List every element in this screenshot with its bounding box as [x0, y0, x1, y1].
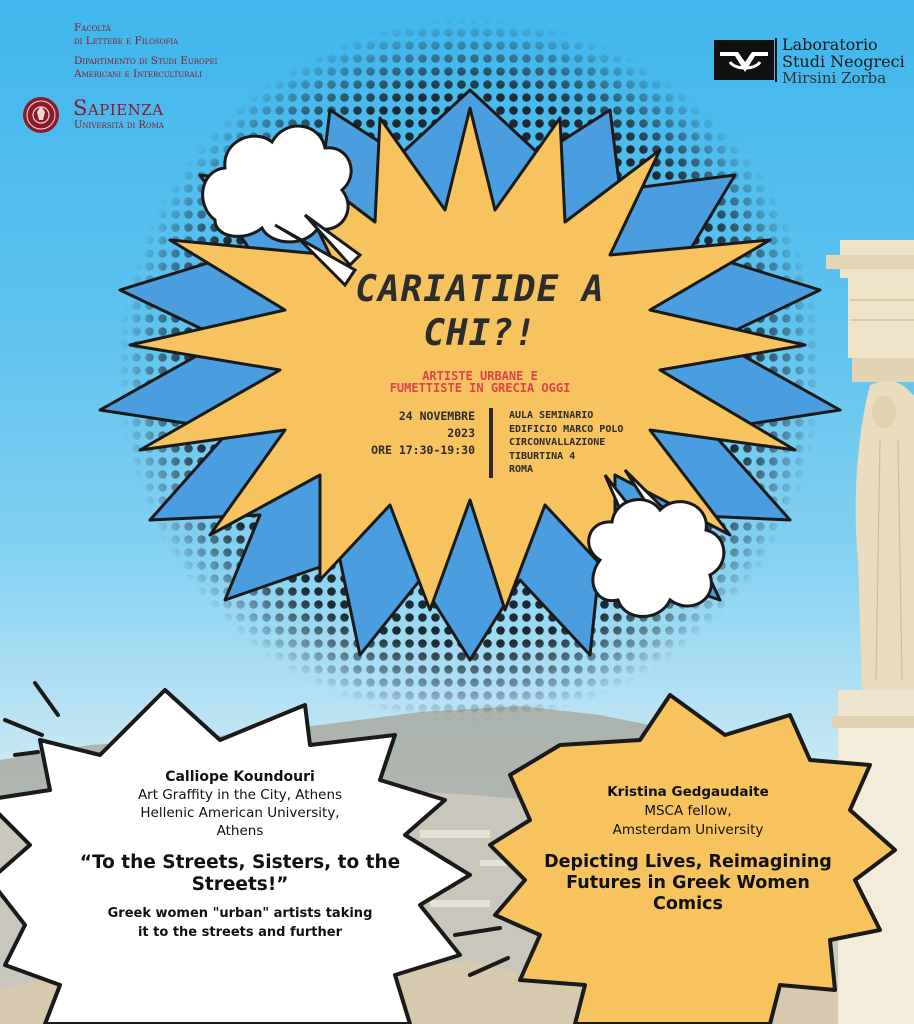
department-line-2: Americani e Interculturali — [74, 67, 202, 80]
speaker-1-talk-line-1: “To the Streets, Sisters, to the — [79, 852, 401, 873]
sapienza-seal-icon — [23, 97, 59, 133]
sapienza-subname: Università di Roma — [74, 120, 164, 131]
event-place-line-1: AULA SEMINARIO — [509, 410, 594, 421]
university-header — [74, 22, 217, 80]
event-subtitle-line-1: ARTISTE URBANE E — [422, 369, 538, 383]
event-place-line-4: TIBURTINA 4 — [509, 450, 576, 462]
event-title — [300, 268, 660, 356]
event-subtitle — [330, 370, 630, 394]
speaker-1-desc-line-2: it to the streets and further — [137, 925, 343, 940]
event-title-line-1: CARIATIDE A — [355, 269, 605, 310]
event-title-line-2: CHI?! — [423, 313, 537, 354]
event-subtitle-line-2: FUMETTISTE IN GRECIA OGGI — [389, 381, 571, 395]
lab-header — [782, 36, 905, 87]
speaker-1-desc-line-1: Greek women "urban" artists taking — [107, 906, 373, 921]
speaker-1-affil-3: Athens — [216, 823, 264, 839]
department-line-1: Dipartimento di Studi Europei — [74, 55, 218, 67]
event-date-line-1: 24 NOVEMBRE — [398, 409, 475, 423]
speaker-1-talk-line-2: Streets!” — [191, 874, 289, 895]
sapienza-name: Sapienza — [73, 96, 164, 120]
lab-line-1: Laboratorio — [782, 35, 878, 54]
speaker-1-affil-2: Hellenic American University, — [140, 805, 340, 821]
faculty-line-2: di Lettere e Filosofia — [74, 34, 179, 47]
speaker-2-talk — [538, 852, 838, 915]
event-place — [509, 409, 679, 477]
speaker-1-talk — [60, 852, 420, 896]
lab-book-logo-icon — [714, 38, 776, 82]
speaker-1-desc — [60, 904, 420, 942]
divider — [489, 408, 493, 478]
speaker-2 — [538, 783, 838, 915]
speaker-1 — [60, 768, 420, 942]
speaker-2-affil-1: MSCA fellow, — [644, 803, 732, 819]
speaker-1-name: Calliope Koundouri — [165, 769, 315, 785]
speaker-2-talk-line-1: Depicting Lives, Reimagining — [544, 852, 832, 872]
speaker-2-talk-line-2: Futures in Greek Women Comics — [566, 873, 810, 914]
event-place-line-2: EDIFICIO MARCO POLO — [509, 423, 624, 435]
faculty-line-1: Facoltà — [74, 22, 111, 34]
event-date-line-3: ORE 17:30-19:30 — [371, 443, 475, 457]
speaker-2-affil-2: Amsterdam University — [612, 822, 764, 838]
event-place-line-3: CIRCONVALLAZIONE — [509, 437, 606, 449]
speaker-1-affil-1: Art Graffity in the City, Athens — [137, 787, 343, 803]
speaker-2-name: Kristina Gedgaudaite — [607, 784, 769, 800]
event-date-line-2: 2023 — [447, 426, 475, 440]
lab-line-3: Mirsini Zorba — [782, 69, 887, 87]
lab-line-2: Studi Neogreci — [782, 52, 905, 71]
event-place-line-5: ROMA — [509, 464, 534, 476]
event-date — [330, 408, 475, 459]
